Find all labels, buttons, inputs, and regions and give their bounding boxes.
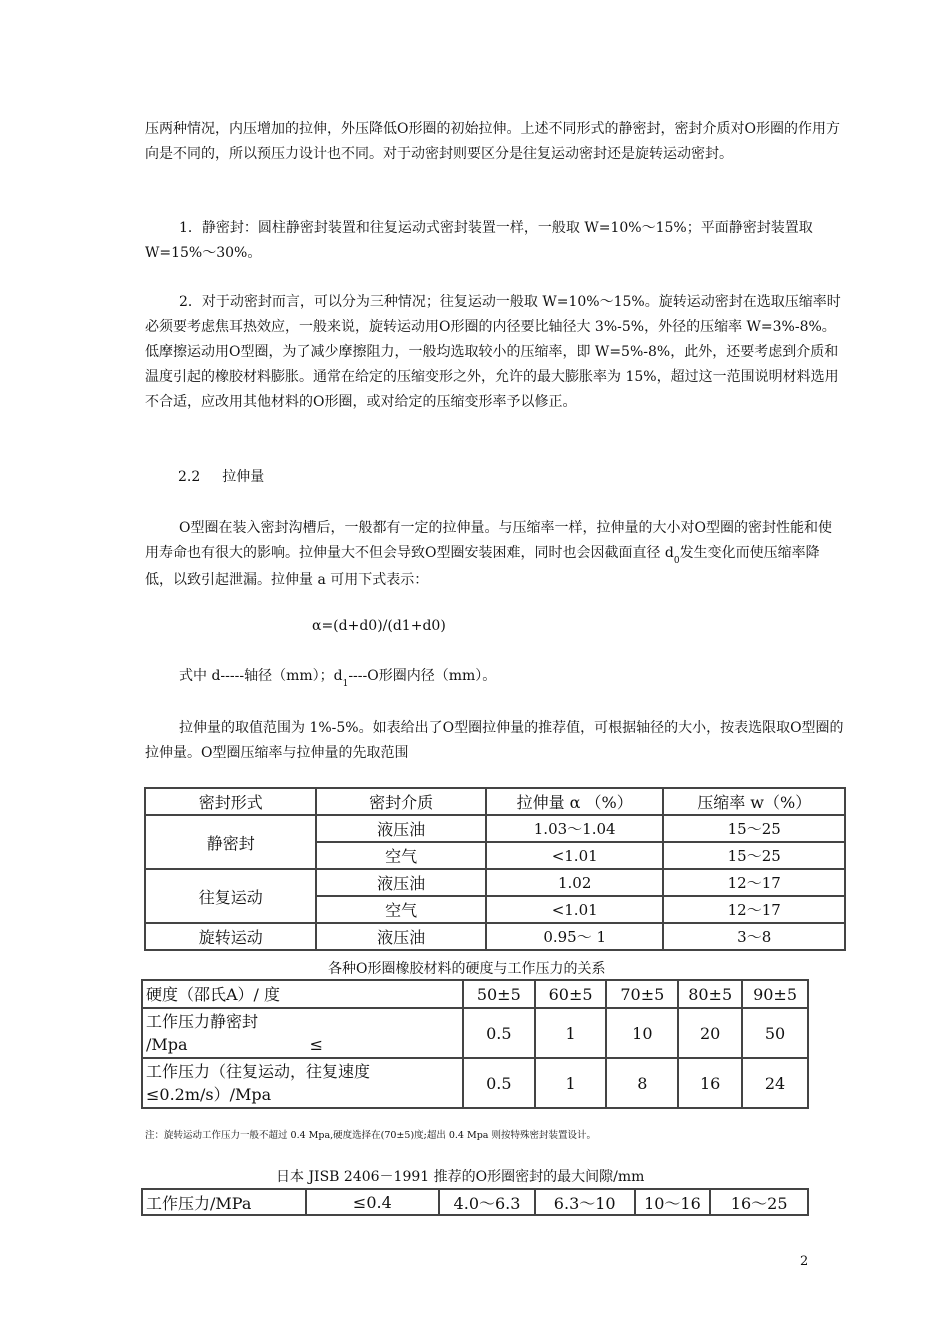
paragraph-stretch — [145, 516, 845, 593]
table-header-cell: 压缩率 w（%） — [663, 788, 845, 815]
table-header-cell: 拉伸量 α （%） — [486, 788, 664, 815]
seal-form-cell: 静密封 — [145, 815, 316, 869]
static-pressure-symbol: ≤ — [309, 1035, 323, 1054]
hardness-cell: 50±5 — [463, 980, 535, 1008]
table-note: 注：旋转运动工作压力一般不超过 0.4 Mpa,硬度选择在(70±5)度;超出 0.4 Mpa 则按特殊密封装置设计。 — [145, 1130, 596, 1141]
seal-form-cell: 旋转运动 — [145, 923, 316, 950]
table-row — [142, 1058, 808, 1108]
stretch-subscript: 0 — [673, 556, 680, 566]
compress-cell: 15～25 — [663, 842, 845, 869]
pressure-cell: 10 — [606, 1008, 678, 1058]
hardness-cell: 60±5 — [535, 980, 607, 1008]
compress-cell: 12～17 — [663, 896, 845, 923]
compress-cell: 15～25 — [663, 815, 845, 842]
pressure-cell: 0.5 — [463, 1008, 535, 1058]
clearance-cell: 4.0～6.3 — [439, 1189, 535, 1215]
table-header-cell: 密封形式 — [145, 788, 316, 815]
hardness-cell: 80±5 — [678, 980, 742, 1008]
table-header-row — [142, 980, 808, 1008]
medium-cell: 液压油 — [316, 869, 485, 896]
hardness-cell: 70±5 — [606, 980, 678, 1008]
medium-cell: 空气 — [316, 842, 485, 869]
paragraph-formula-legend — [145, 664, 845, 691]
legend-text-a: 式中 d-----轴径（mm）；d — [179, 668, 343, 684]
paragraph-range: 拉伸量的取值范围为 1%-5%。如表给出了O型圈拉伸量的推荐值，可根据轴径的大小，按表选限取O型圈的拉伸量。O型圈压缩率与拉伸量的先取范围 — [145, 720, 844, 761]
hardness-table-caption: 各种O形圈橡胶材料的硬度与工作压力的关系 — [328, 961, 606, 977]
medium-cell: 液压油 — [316, 923, 485, 950]
reciprocating-pressure-label — [142, 1058, 463, 1108]
medium-cell: 液压油 — [316, 815, 485, 842]
table-header-cell: 密封介质 — [316, 788, 485, 815]
stretch-text-b: 发生变化而使压缩率降低，以致引起泄漏。拉伸量 a 可用下式表示： — [145, 545, 820, 588]
static-pressure-label-line2 — [146, 1033, 462, 1056]
table-row — [142, 1189, 808, 1215]
clearance-cell: ≤0.4 — [306, 1189, 440, 1215]
pressure-cell: 16 — [678, 1058, 742, 1108]
pressure-cell: 0.5 — [463, 1058, 535, 1108]
clearance-table — [141, 1188, 809, 1216]
clearance-cell: 6.3～10 — [535, 1189, 635, 1215]
pressure-cell: 1 — [535, 1008, 607, 1058]
stretch-cell: 0.95～ 1 — [486, 923, 664, 950]
static-pressure-label — [142, 1008, 463, 1058]
pressure-cell: 8 — [606, 1058, 678, 1108]
paragraph-static-seal: 1．静密封：圆柱静密封装置和往复运动式密封装置一样，一般取 W=10%～15%；平面静密封装置取 W=15%～30%。 — [145, 220, 813, 261]
table-row — [145, 869, 845, 896]
stretch-cell: <1.01 — [486, 896, 664, 923]
stretch-cell: 1.02 — [486, 869, 664, 896]
compress-cell: 12～17 — [663, 869, 845, 896]
stretch-cell: 1.03～1.04 — [486, 815, 664, 842]
paragraph-intro: 压两种情况，内压增加的拉伸，外压降低O形圈的初始拉伸。上述不同形式的静密封，密封介质对O形圈的作用方向是不同的，所以预压力设计也不同。对于动密封则要区分是往复运动密封还是旋转运动密封。 — [145, 121, 840, 162]
page-number: 2 — [800, 1254, 809, 1269]
static-pressure-unit: /Mpa — [146, 1035, 188, 1054]
table-row — [145, 815, 845, 842]
reciprocating-label-line2: ≤0.2m/s）/Mpa — [146, 1085, 272, 1104]
clearance-cell: 16～25 — [710, 1189, 808, 1215]
table-row — [142, 1008, 808, 1058]
hardness-label-cell: 硬度（邵氏A）/ 度 — [142, 980, 463, 1008]
clearance-cell: 10～16 — [635, 1189, 711, 1215]
legend-subscript: 1 — [342, 679, 349, 689]
table-row — [145, 923, 845, 950]
pressure-cell: 20 — [678, 1008, 742, 1058]
static-pressure-label-line1: 工作压力静密封 — [146, 1012, 259, 1031]
stretch-formula: α=(d+d0)/(d1+d0) — [312, 618, 446, 634]
stretch-text-a: O型圈在装入密封沟槽后，一般都有一定的拉伸量。与压缩率一样，拉伸量的大小对O型圈的密封性能和使用寿命也有很大的影响。拉伸量大不但会导致O型圈安装困难，同时也会因截面直径 d — [145, 520, 832, 561]
section-heading — [178, 466, 286, 486]
table-header-row — [145, 788, 845, 815]
pressure-cell: 50 — [742, 1008, 808, 1058]
section-number: 2.2 — [178, 469, 201, 485]
stretch-compression-table — [144, 787, 846, 951]
pressure-cell: 1 — [535, 1058, 607, 1108]
compress-cell: 3～8 — [663, 923, 845, 950]
seal-form-cell: 往复运动 — [145, 869, 316, 923]
hardness-pressure-table — [141, 979, 809, 1109]
paragraph-dynamic-seal: 2．对于动密封而言，可以分为三种情况；往复运动一般取 W=10%～15%。旋转运动密封在选取压缩率时必须要考虑焦耳热效应，一般来说，旋转运动用O形圈的内径要比轴径大 3%-5%，外径的压缩率 W=3%-8%。低摩擦运动用O型圈，为了减少摩擦阻力，一般均选取较小的压缩率，即 W=5%-8%，此外，还要考虑到介质和温度引起的橡胶材料膨胀。通常在给定的压缩变形之外，允许的最大膨胀率为 15%，超过这一范围说明材料选用不合适，应改用其他材料的O形圈，或对给定的压缩变形率予以修正。 — [145, 294, 841, 410]
hardness-cell: 90±5 — [742, 980, 808, 1008]
pressure-label-cell: 工作压力/MPa — [142, 1189, 306, 1215]
legend-text-b: ----O形圈内径（mm）。 — [348, 668, 497, 684]
pressure-cell: 24 — [742, 1058, 808, 1108]
section-title: 拉伸量 — [222, 469, 265, 485]
stretch-cell: <1.01 — [486, 842, 664, 869]
medium-cell: 空气 — [316, 896, 485, 923]
clearance-table-caption: 日本 JISB 2406－1991 推荐的O形圈密封的最大间隙/mm — [276, 1169, 645, 1185]
reciprocating-label-line1: 工作压力（往复运动，往复速度 — [146, 1062, 371, 1081]
